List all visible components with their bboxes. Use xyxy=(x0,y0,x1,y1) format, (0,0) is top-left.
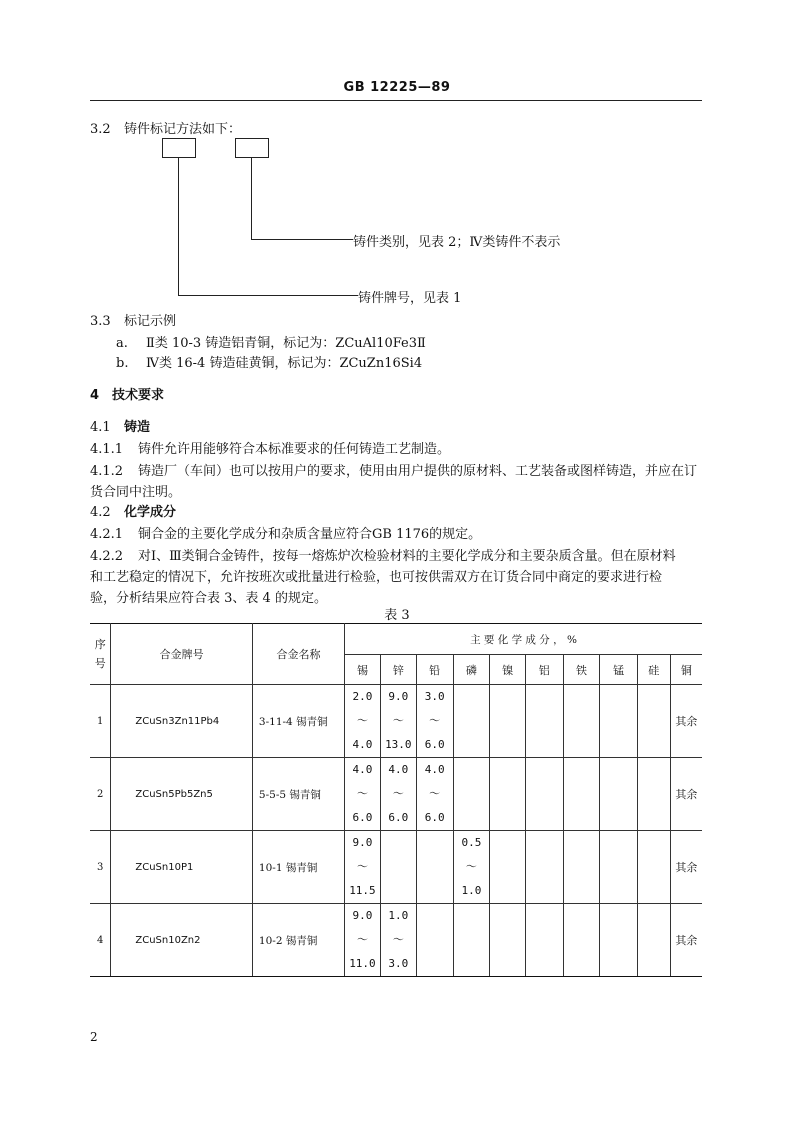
section-3-2 xyxy=(90,118,241,137)
row-index: 1 xyxy=(90,685,111,758)
cell-lead xyxy=(416,831,453,904)
section-text: 铸件允许用能够符合本标准要求的任何铸造工艺制造。 xyxy=(138,442,451,457)
cell-copper: 其余 xyxy=(670,831,702,904)
cell-aluminium xyxy=(525,904,563,977)
cell-tin: 2.0 ～ 4.0 xyxy=(345,685,381,758)
cell-tin: 9.0 ～ 11.0 xyxy=(345,904,381,977)
table-row xyxy=(90,685,702,758)
grade-label: 铸件牌号，见表 1 xyxy=(358,291,462,306)
cell-nickel xyxy=(490,831,526,904)
header-element-lead: 铅 xyxy=(416,655,453,685)
row-grade: ZCuSn10Zn2 xyxy=(111,904,253,977)
section-4-heading xyxy=(90,384,164,403)
section-number: 3.2 xyxy=(90,122,111,137)
cell-manganese xyxy=(600,831,638,904)
section-title: 铸造 xyxy=(124,420,151,435)
cell-phosphorus xyxy=(453,685,490,758)
section-number: 3.3 xyxy=(90,314,111,329)
cell-iron xyxy=(563,904,600,977)
cell-aluminium xyxy=(525,685,563,758)
cell-manganese xyxy=(600,904,638,977)
grade-leader-vertical xyxy=(178,157,179,295)
section-4-2-2-line3: 验，分析结果应符合表 3、表 4 的规定。 xyxy=(90,591,327,606)
row-grade: ZCuSn10P1 xyxy=(111,831,253,904)
section-4-1-1 xyxy=(90,438,450,457)
cell-copper: 其余 xyxy=(670,904,702,977)
header-name: 合金名称 xyxy=(252,624,344,685)
row-grade: ZCuSn5Pb5Zn5 xyxy=(111,758,253,831)
cell-zinc: 9.0 ～ 13.0 xyxy=(380,685,416,758)
section-text: 铜合金的主要化学成分和杂质含量应符合GB 1176的规定。 xyxy=(138,527,482,542)
section-3-3 xyxy=(90,310,176,329)
header-element-silicon: 硅 xyxy=(637,655,670,685)
cell-lead xyxy=(416,904,453,977)
section-4-1-2-line1 xyxy=(90,460,697,479)
cell-nickel xyxy=(490,904,526,977)
cell-tin: 9.0 ～ 11.5 xyxy=(345,831,381,904)
section-number: 4.1.1 xyxy=(90,442,124,457)
header-element-zinc: 锌 xyxy=(380,655,416,685)
example-text: Ⅳ类 16-4 铸造硅黄铜，标记为：ZCuZn16Si4 xyxy=(146,356,423,371)
header-element-aluminium: 铝 xyxy=(525,655,563,685)
table-row xyxy=(90,831,702,904)
section-text: 铸造厂（车间）也可以按用户的要求，使用由用户提供的原材料、工艺装备或图样铸造，并应在订 xyxy=(138,464,698,479)
row-alloy-name: 10-2 锡青铜 xyxy=(252,904,344,977)
grade-box xyxy=(162,138,196,158)
cell-iron xyxy=(563,758,600,831)
example-mark: a. xyxy=(116,336,128,351)
cell-copper: 其余 xyxy=(670,758,702,831)
row-index: 3 xyxy=(90,831,111,904)
section-4-2-2-line1 xyxy=(90,545,676,564)
section-4-1 xyxy=(90,416,150,435)
row-index: 2 xyxy=(90,758,111,831)
cell-iron xyxy=(563,831,600,904)
table-caption: 表 3 xyxy=(384,608,410,623)
section-title: 化学成分 xyxy=(124,505,177,520)
table-row xyxy=(90,758,702,831)
row-alloy-name: 10-1 锡青铜 xyxy=(252,831,344,904)
example-mark: b. xyxy=(116,356,129,371)
category-box xyxy=(235,138,269,158)
row-alloy-name: 5-5-5 锡青铜 xyxy=(252,758,344,831)
category-leader-horizontal xyxy=(251,239,353,240)
section-4-2-2-line2: 和工艺稳定的情况下，允许按班次或批量进行检验，也可按供需双方在订货合同中商定的要求进行检 xyxy=(90,570,663,585)
table-3 xyxy=(90,623,702,977)
standard-header: GB 12225—89 xyxy=(343,80,451,95)
header-rule xyxy=(90,100,702,101)
section-text: 铸件标记方法如下： xyxy=(124,122,242,137)
section-number: 4.1.2 xyxy=(90,464,124,479)
section-number: 4.1 xyxy=(90,420,111,435)
example-b xyxy=(116,352,422,371)
category-label: 铸件类别，见表 2；Ⅳ类铸件不表示 xyxy=(353,235,561,250)
cell-aluminium xyxy=(525,758,563,831)
header-element-nickel: 镍 xyxy=(490,655,526,685)
cell-aluminium xyxy=(525,831,563,904)
category-leader-vertical xyxy=(251,157,252,239)
cell-lead: 3.0 ～ 6.0 xyxy=(416,685,453,758)
cell-silicon xyxy=(637,904,670,977)
cell-silicon xyxy=(637,758,670,831)
table-row xyxy=(90,904,702,977)
cell-silicon xyxy=(637,685,670,758)
grade-leader-horizontal xyxy=(178,295,358,296)
cell-phosphorus xyxy=(453,758,490,831)
header-element-tin: 锡 xyxy=(345,655,381,685)
table-header-row xyxy=(90,624,702,655)
section-4-2 xyxy=(90,501,176,520)
section-4-2-1 xyxy=(90,523,481,542)
header-grade: 合金牌号 xyxy=(111,624,253,685)
cell-phosphorus xyxy=(453,904,490,977)
cell-manganese xyxy=(600,685,638,758)
header-element-copper: 铜 xyxy=(670,655,702,685)
example-text: Ⅱ类 10-3 铸造铝青铜，标记为：ZCuAl10Fe3Ⅱ xyxy=(146,336,426,351)
section-number: 4.2.1 xyxy=(90,527,124,542)
cell-zinc: 1.0 ～ 3.0 xyxy=(380,904,416,977)
example-a xyxy=(116,332,426,351)
cell-nickel xyxy=(490,685,526,758)
cell-silicon xyxy=(637,831,670,904)
row-alloy-name: 3-11-4 锡青铜 xyxy=(252,685,344,758)
cell-nickel xyxy=(490,758,526,831)
row-grade: ZCuSn3Zn11Pb4 xyxy=(111,685,253,758)
cell-iron xyxy=(563,685,600,758)
header-element-phosphorus: 磷 xyxy=(453,655,490,685)
section-title: 技术要求 xyxy=(112,388,165,403)
page-number: 2 xyxy=(90,1030,98,1044)
section-text: 对Ⅰ、Ⅲ类铜合金铸件，按每一熔炼炉次检验材料的主要化学成分和主要杂质含量。但在原材料 xyxy=(138,549,676,564)
cell-lead: 4.0 ～ 6.0 xyxy=(416,758,453,831)
section-number: 4 xyxy=(90,388,100,403)
cell-tin: 4.0 ～ 6.0 xyxy=(345,758,381,831)
header-element-manganese: 锰 xyxy=(600,655,638,685)
cell-zinc: 4.0 ～ 6.0 xyxy=(380,758,416,831)
section-number: 4.2.2 xyxy=(90,549,124,564)
cell-copper: 其余 xyxy=(670,685,702,758)
cell-zinc xyxy=(380,831,416,904)
section-text: 标记示例 xyxy=(124,314,177,329)
section-number: 4.2 xyxy=(90,505,111,520)
cell-phosphorus: 0.5 ～ 1.0 xyxy=(453,831,490,904)
header-index: 序号 xyxy=(90,624,111,685)
section-4-1-2-line2: 货合同中注明。 xyxy=(90,485,182,500)
header-composition: 主 要 化 学 成 分 ， % xyxy=(345,624,703,655)
header-element-iron: 铁 xyxy=(563,655,600,685)
cell-manganese xyxy=(600,758,638,831)
row-index: 4 xyxy=(90,904,111,977)
